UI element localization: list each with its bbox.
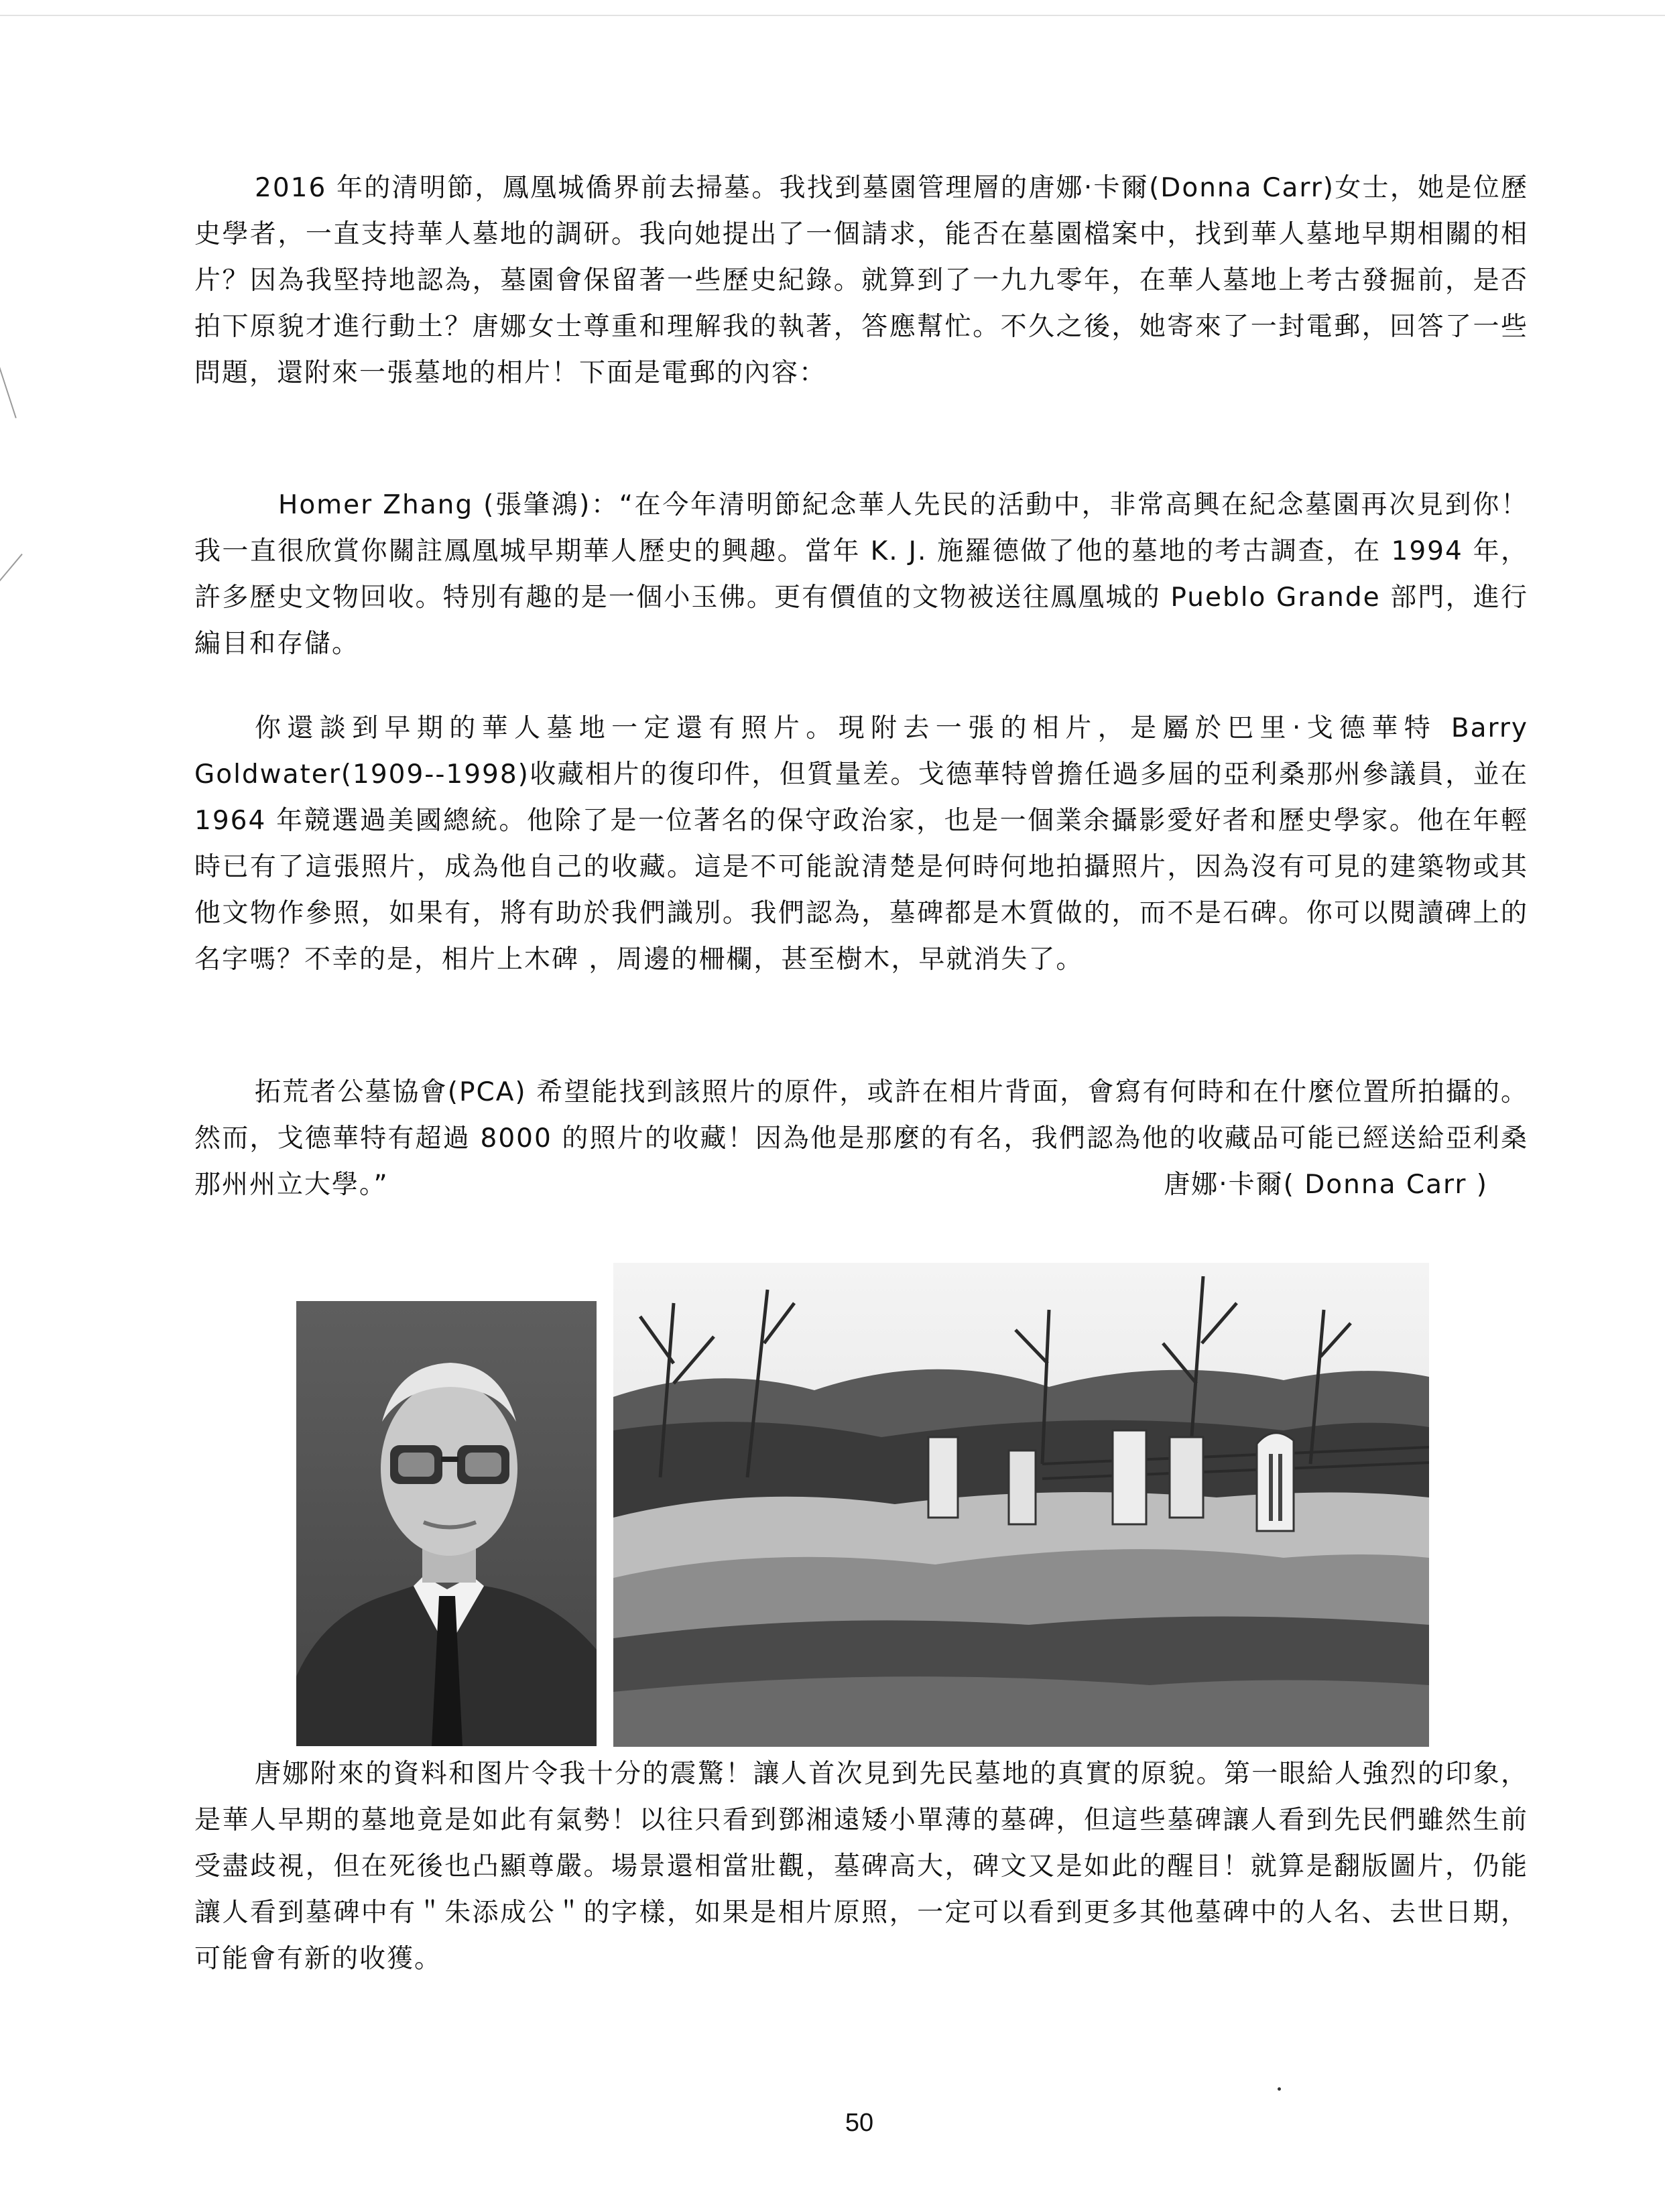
- scan-margin-mark: [0, 357, 17, 418]
- goldwater-portrait-photo: [296, 1301, 597, 1746]
- scan-margin-mark: [0, 554, 23, 583]
- email-signature: 唐娜‧卡爾( Donna Carr ): [1164, 1170, 1488, 1200]
- page-number: 50: [845, 2109, 874, 2137]
- scan-speck: [1278, 2087, 1281, 2091]
- paragraph-email-greeting: Homer Zhang (張肇鴻)：“在今年清明節紀念華人先民的活動中，非常高興在紀念墓園再次見到你！我一直很欣賞你關註鳳凰城早期華人歷史的興趣。當年 K. J. 施羅德做了他的墓地的考古調查，在 1994 年，許多歷史文物回收。特別有趣的是一個小玉佛。更有價值的文物被送往鳳凰城的 Pueblo Grande 部門，進行編目和存儲。: [194, 490, 1528, 659]
- chinese-cemetery-photo: [613, 1263, 1429, 1747]
- paragraph-goldwater-photo: 你還談到早期的華人墓地一定還有照片。現附去一張的相片，是屬於巴里‧戈德華特 Barry Goldwater(1909--1998)收藏相片的復印件，但質量差。戈德華特曾擔任過多屆的亞利桑那州參議員，並在 1964 年競選過美國總統。他除了是一位著名的保守政治家，也是一個業余攝影愛好者和歷史學家。他在年輕時已有了這張照片，成為他自己的收藏。這是不可能說清楚是何時何地拍攝照片，因為沒有可見的建築物或其他文物作參照，如果有，將有助於我們識別。我們認為，墓碑都是木質做的，而不是石碑。你可以閱讀碑上的名字嗎？不幸的是，相片上木碑 ，周邊的柵欄，甚至樹木，早就消失了。: [194, 713, 1528, 975]
- paragraph-pca-search: [194, 1069, 1528, 1208]
- scan-top-edge: [0, 15, 1665, 16]
- paragraph-pca-text: 拓荒者公墓協會(PCA) 希望能找到該照片的原件，或許在相片背面，會寫有何時和在什麼位置所拍攝的。然而，戈德華特有超過 8000 的照片的收藏！因為他是那麼的有名，我們認為他的收藏品可能已經送給亞利桑那州州立大學。”: [194, 1077, 1528, 1200]
- paragraph-reaction: 唐娜附來的資料和图片令我十分的震驚！讓人首次見到先民墓地的真實的原貌。第一眼給人強烈的印象，是華人早期的墓地竟是如此有氣勢！以往只看到鄧湘遠矮小單薄的墓碑，但這些墓碑讓人看到先民們雖然生前受盡歧視，但在死後也凸顯尊嚴。場景還相當壯觀，墓碑高大，碑文又是如此的醒目！就算是翻版圖片，仍能讓人看到墓碑中有＂朱添成公＂的字樣，如果是相片原照，一定可以看到更多其他墓碑中的人名、去世日期，可能會有新的收獲。: [194, 1759, 1528, 1974]
- paragraph-cemetery-visit: 2016 年的清明節，鳳凰城僑界前去掃墓。我找到墓園管理層的唐娜‧卡爾(Donna Carr)女士，她是位歷史學者，一直支持華人墓地的調研。我向她提出了一個請求，能否在墓園檔案中，找到華人墓地早期相關的相片？因為我堅持地認為，墓園會保留著一些歷史紀錄。就算到了一九九零年，在華人墓地上考古發掘前，是否拍下原貌才進行動土？唐娜女士尊重和理解我的執著，答應幫忙。不久之後，她寄來了一封電郵，回答了一些問題，還附來一張墓地的相片！下面是電郵的內容：: [194, 173, 1528, 388]
